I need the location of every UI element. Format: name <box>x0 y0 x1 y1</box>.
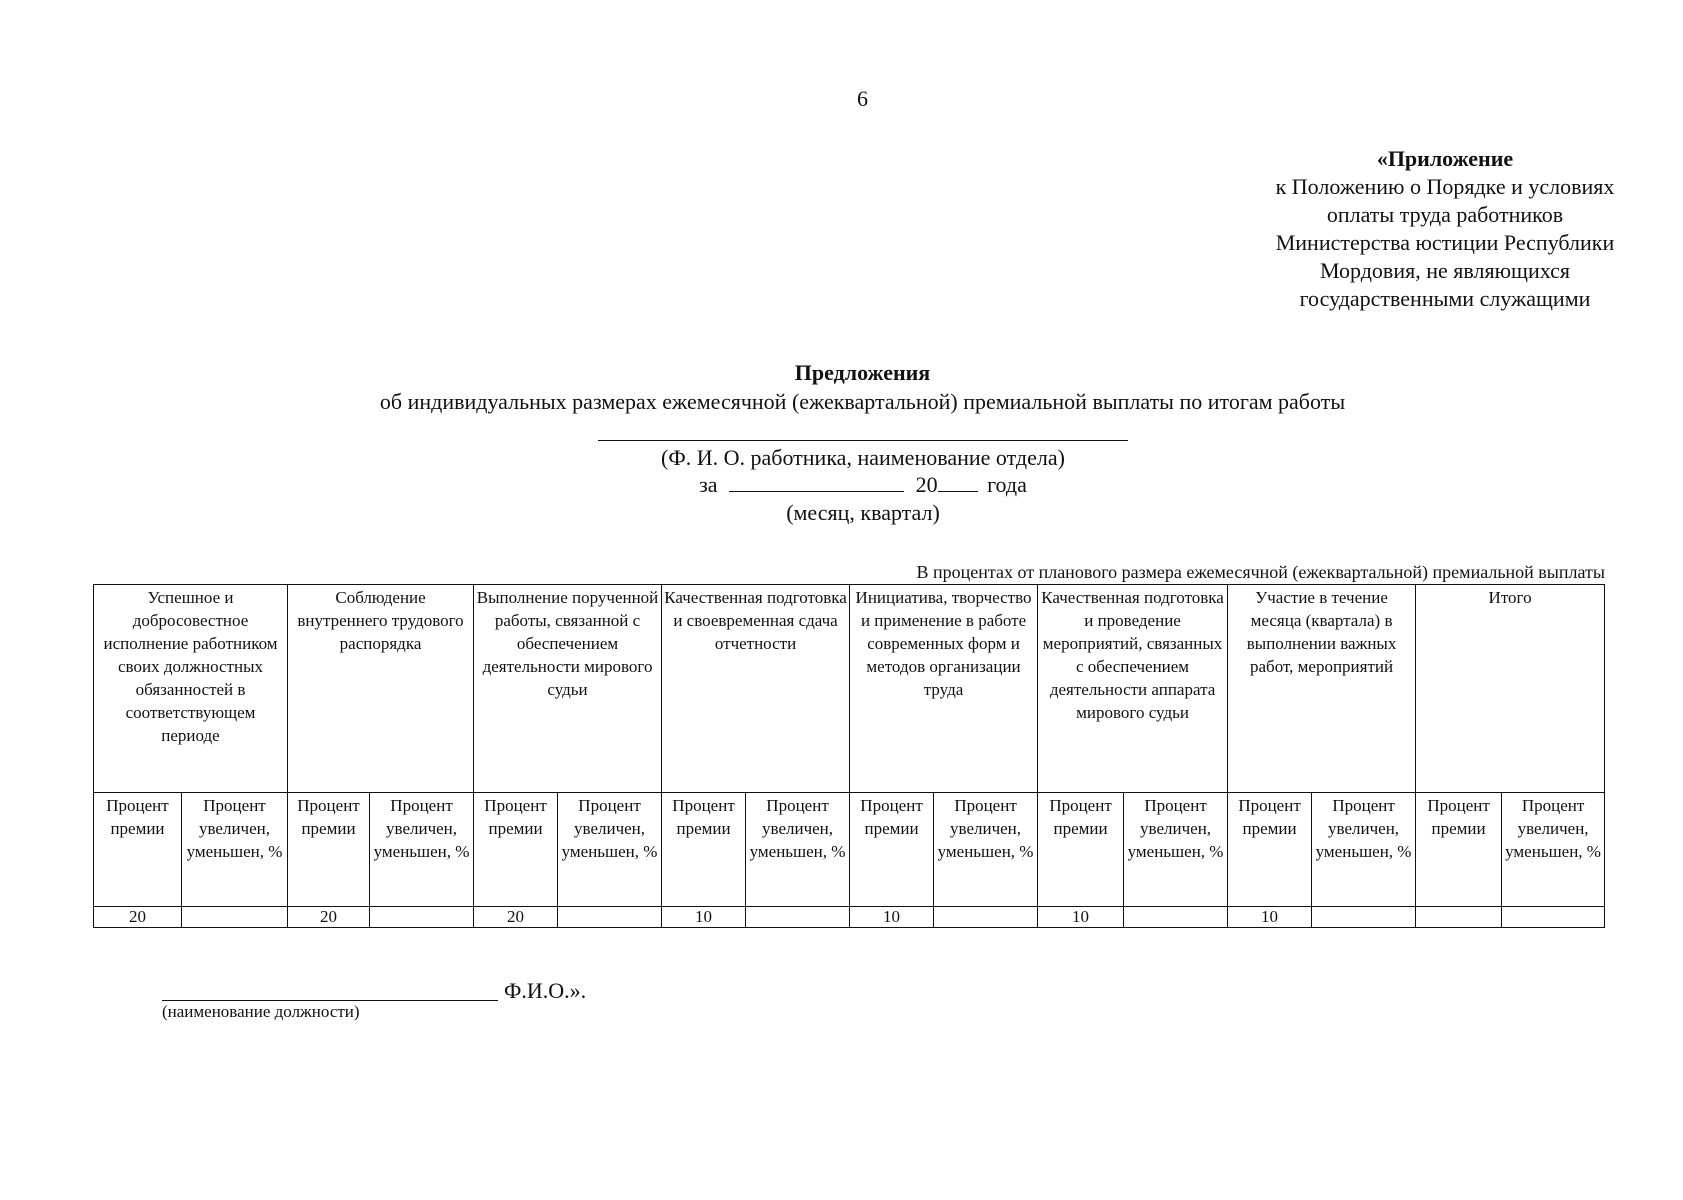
subheader-cell: Процент увеличен, уменьшен, % <box>746 793 850 907</box>
subheader-cell: Процент премии <box>94 793 182 907</box>
value-cell <box>1312 907 1416 928</box>
value-cell: 10 <box>662 907 746 928</box>
value-cell <box>1416 907 1502 928</box>
signature-caption: (наименование должности) <box>162 1002 360 1021</box>
subheader-cell: Процент премии <box>1038 793 1124 907</box>
bonus-table <box>93 584 1605 928</box>
year-prefix: 20 <box>915 472 938 497</box>
group-header: Соблюдение внутреннего трудового распорядка <box>288 585 474 793</box>
appendix-line: оплаты труда работников <box>1326 202 1564 227</box>
appendix-block <box>1230 145 1660 313</box>
document-subtitle: об индивидуальных размерах ежемесячной (ежеквартальной) премиальной выплаты по итогам работы <box>379 389 1346 414</box>
subheader-cell: Процент увеличен, уменьшен, % <box>182 793 288 907</box>
value-cell <box>182 907 288 928</box>
appendix-line: государственными служащими <box>1299 286 1591 311</box>
table-subheader-row <box>94 793 1605 907</box>
value-cell <box>746 907 850 928</box>
signature-fio: Ф.И.О.». <box>504 978 587 1003</box>
period-caption: (месяц, квартал) <box>786 500 940 525</box>
group-header: Качественная подготовка и проведение мероприятий, связанных с обеспечением деятельности аппарата мирового судьи <box>1038 585 1228 793</box>
subheader-cell: Процент увеличен, уменьшен, % <box>558 793 662 907</box>
group-header: Качественная подготовка и своевременная сдача отчетности <box>662 585 850 793</box>
subheader-cell: Процент увеличен, уменьшен, % <box>1312 793 1416 907</box>
value-cell <box>1502 907 1605 928</box>
table-row <box>94 907 1605 928</box>
subheader-cell: Процент увеличен, уменьшен, % <box>370 793 474 907</box>
group-header: Инициатива, творчество и применение в работе современных форм и методов организации труда <box>850 585 1038 793</box>
value-cell: 10 <box>850 907 934 928</box>
group-header: Итого <box>1416 585 1605 793</box>
value-cell <box>558 907 662 928</box>
subheader-cell: Процент увеличен, уменьшен, % <box>1124 793 1228 907</box>
month-blank-line <box>729 473 904 492</box>
subheader-cell: Процент премии <box>662 793 746 907</box>
appendix-line: к Положению о Порядке и условиях <box>1275 174 1615 199</box>
value-cell: 10 <box>1038 907 1124 928</box>
document-title: Предложения <box>794 360 931 385</box>
group-header: Выполнение порученной работы, связанной с обеспечением деятельности мирового судьи <box>474 585 662 793</box>
subheader-cell: Процент премии <box>288 793 370 907</box>
page-number: 6 <box>857 86 868 111</box>
period-suffix: года <box>987 472 1027 497</box>
appendix-line: Мордовия, не являющихся <box>1320 258 1570 283</box>
value-cell: 20 <box>288 907 370 928</box>
table-note: В процентах от планового размера ежемесячной (ежеквартальной) премиальной выплаты <box>916 562 1605 582</box>
table-header-row <box>94 585 1605 793</box>
value-cell <box>934 907 1038 928</box>
subheader-cell: Процент увеличен, уменьшен, % <box>934 793 1038 907</box>
value-cell: 20 <box>474 907 558 928</box>
appendix-title: «Приложение <box>1376 146 1514 171</box>
year-blank-line <box>938 473 978 492</box>
subheader-cell: Процент премии <box>474 793 558 907</box>
subheader-cell: Процент премии <box>850 793 934 907</box>
subheader-cell: Процент премии <box>1416 793 1502 907</box>
period-row <box>598 472 1128 498</box>
subheader-cell: Процент увеличен, уменьшен, % <box>1502 793 1605 907</box>
value-cell: 20 <box>94 907 182 928</box>
appendix-line: Министерства юстиции Республики <box>1275 230 1615 255</box>
period-prefix: за <box>699 472 718 497</box>
subheader-cell: Процент премии <box>1228 793 1312 907</box>
value-cell: 10 <box>1228 907 1312 928</box>
employee-name-caption: (Ф. И. О. работника, наименование отдела) <box>661 445 1065 470</box>
value-cell <box>370 907 474 928</box>
value-cell <box>1124 907 1228 928</box>
group-header: Участие в течение месяца (квартала) в выполнении важных работ, мероприятий <box>1228 585 1416 793</box>
employee-name-blank-line <box>598 440 1128 441</box>
group-header: Успешное и добросовестное исполнение работником своих должностных обязанностей в соответствующем периоде <box>94 585 288 793</box>
signature-blank-line <box>162 1000 498 1001</box>
